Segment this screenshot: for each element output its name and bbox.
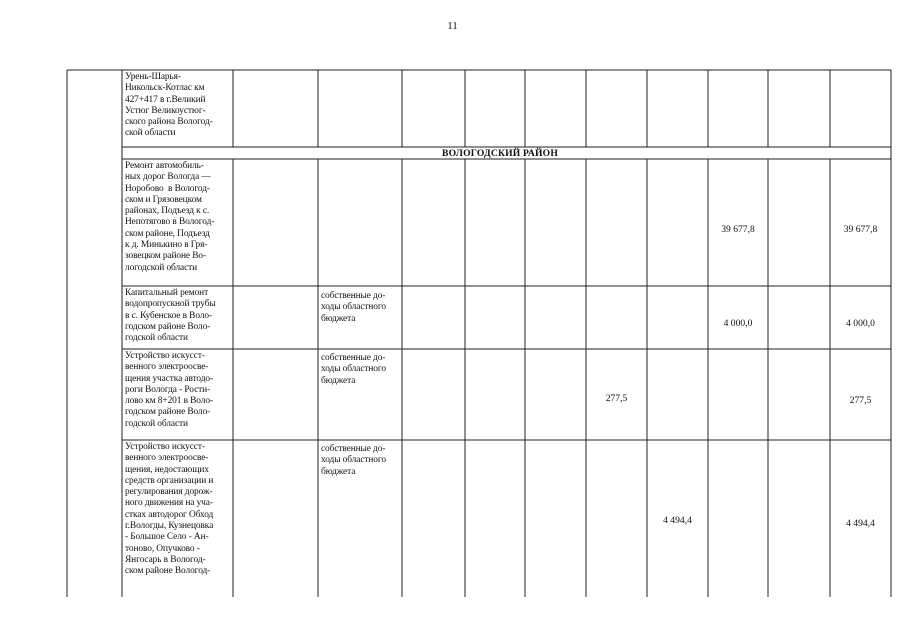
row3-funding-source: собственные до- ходы областного бюджета xyxy=(321,291,386,324)
row5-funding-source: собственные до- ходы областного бюджета xyxy=(321,444,386,477)
row5-total: 4 494,4 xyxy=(846,518,875,529)
row3-amount: 4 000,0 xyxy=(723,318,753,329)
region-header: ВОЛОГОДСКИЙ РАЙОН xyxy=(442,148,558,159)
row2-amount: 39 677,8 xyxy=(721,224,755,235)
page-number: 11 xyxy=(447,20,458,32)
row1-object-name: Урень-Шарья- Никольск-Котлас км 427+417 в г.Великий Устюг Великоустюг- ского района Вологод- ской области xyxy=(125,72,213,139)
row5-object-name: Устройство искусст- венного электроосве- щения, недостающих средств организации и регулирования дорож- ного движения на уча- стках автодорог Обход г.Вологды, Кузнецовка - Большое Село - Ан- тоново, Опучково - Янгосарь в Вологод- ском районе Вологод- xyxy=(125,442,214,577)
row5-amount: 4 494,4 xyxy=(663,515,692,526)
row4-total: 277,5 xyxy=(849,395,872,406)
row4-amount: 277,5 xyxy=(605,393,628,404)
row2-object-name: Ремонт автомобиль- ных дорог Вологда — Норобово в Вологод- ском и Грязовецком районах, Подъезд к с. Непотягово в Вологод- ском районе, Подъезд к д. Минькино в Гря- зовецком районе Во- логодской области xyxy=(125,161,215,273)
row2-total: 39 677,8 xyxy=(843,224,878,235)
row3-total: 4 000,0 xyxy=(846,318,875,329)
row4-object-name: Устройство искусст- венного электроосве- щения участка автодо- роги Вологда - Рости- лово км 8+201 в Воло- годском районе Воло- годской области xyxy=(125,351,214,429)
row4-funding-source: собственные до- ходы областного бюджета xyxy=(321,353,386,386)
row3-object-name: Капитальный ремонт водопропускной трубы в с. Кубенское в Воло- годском районе Воло- годской области xyxy=(125,288,216,344)
